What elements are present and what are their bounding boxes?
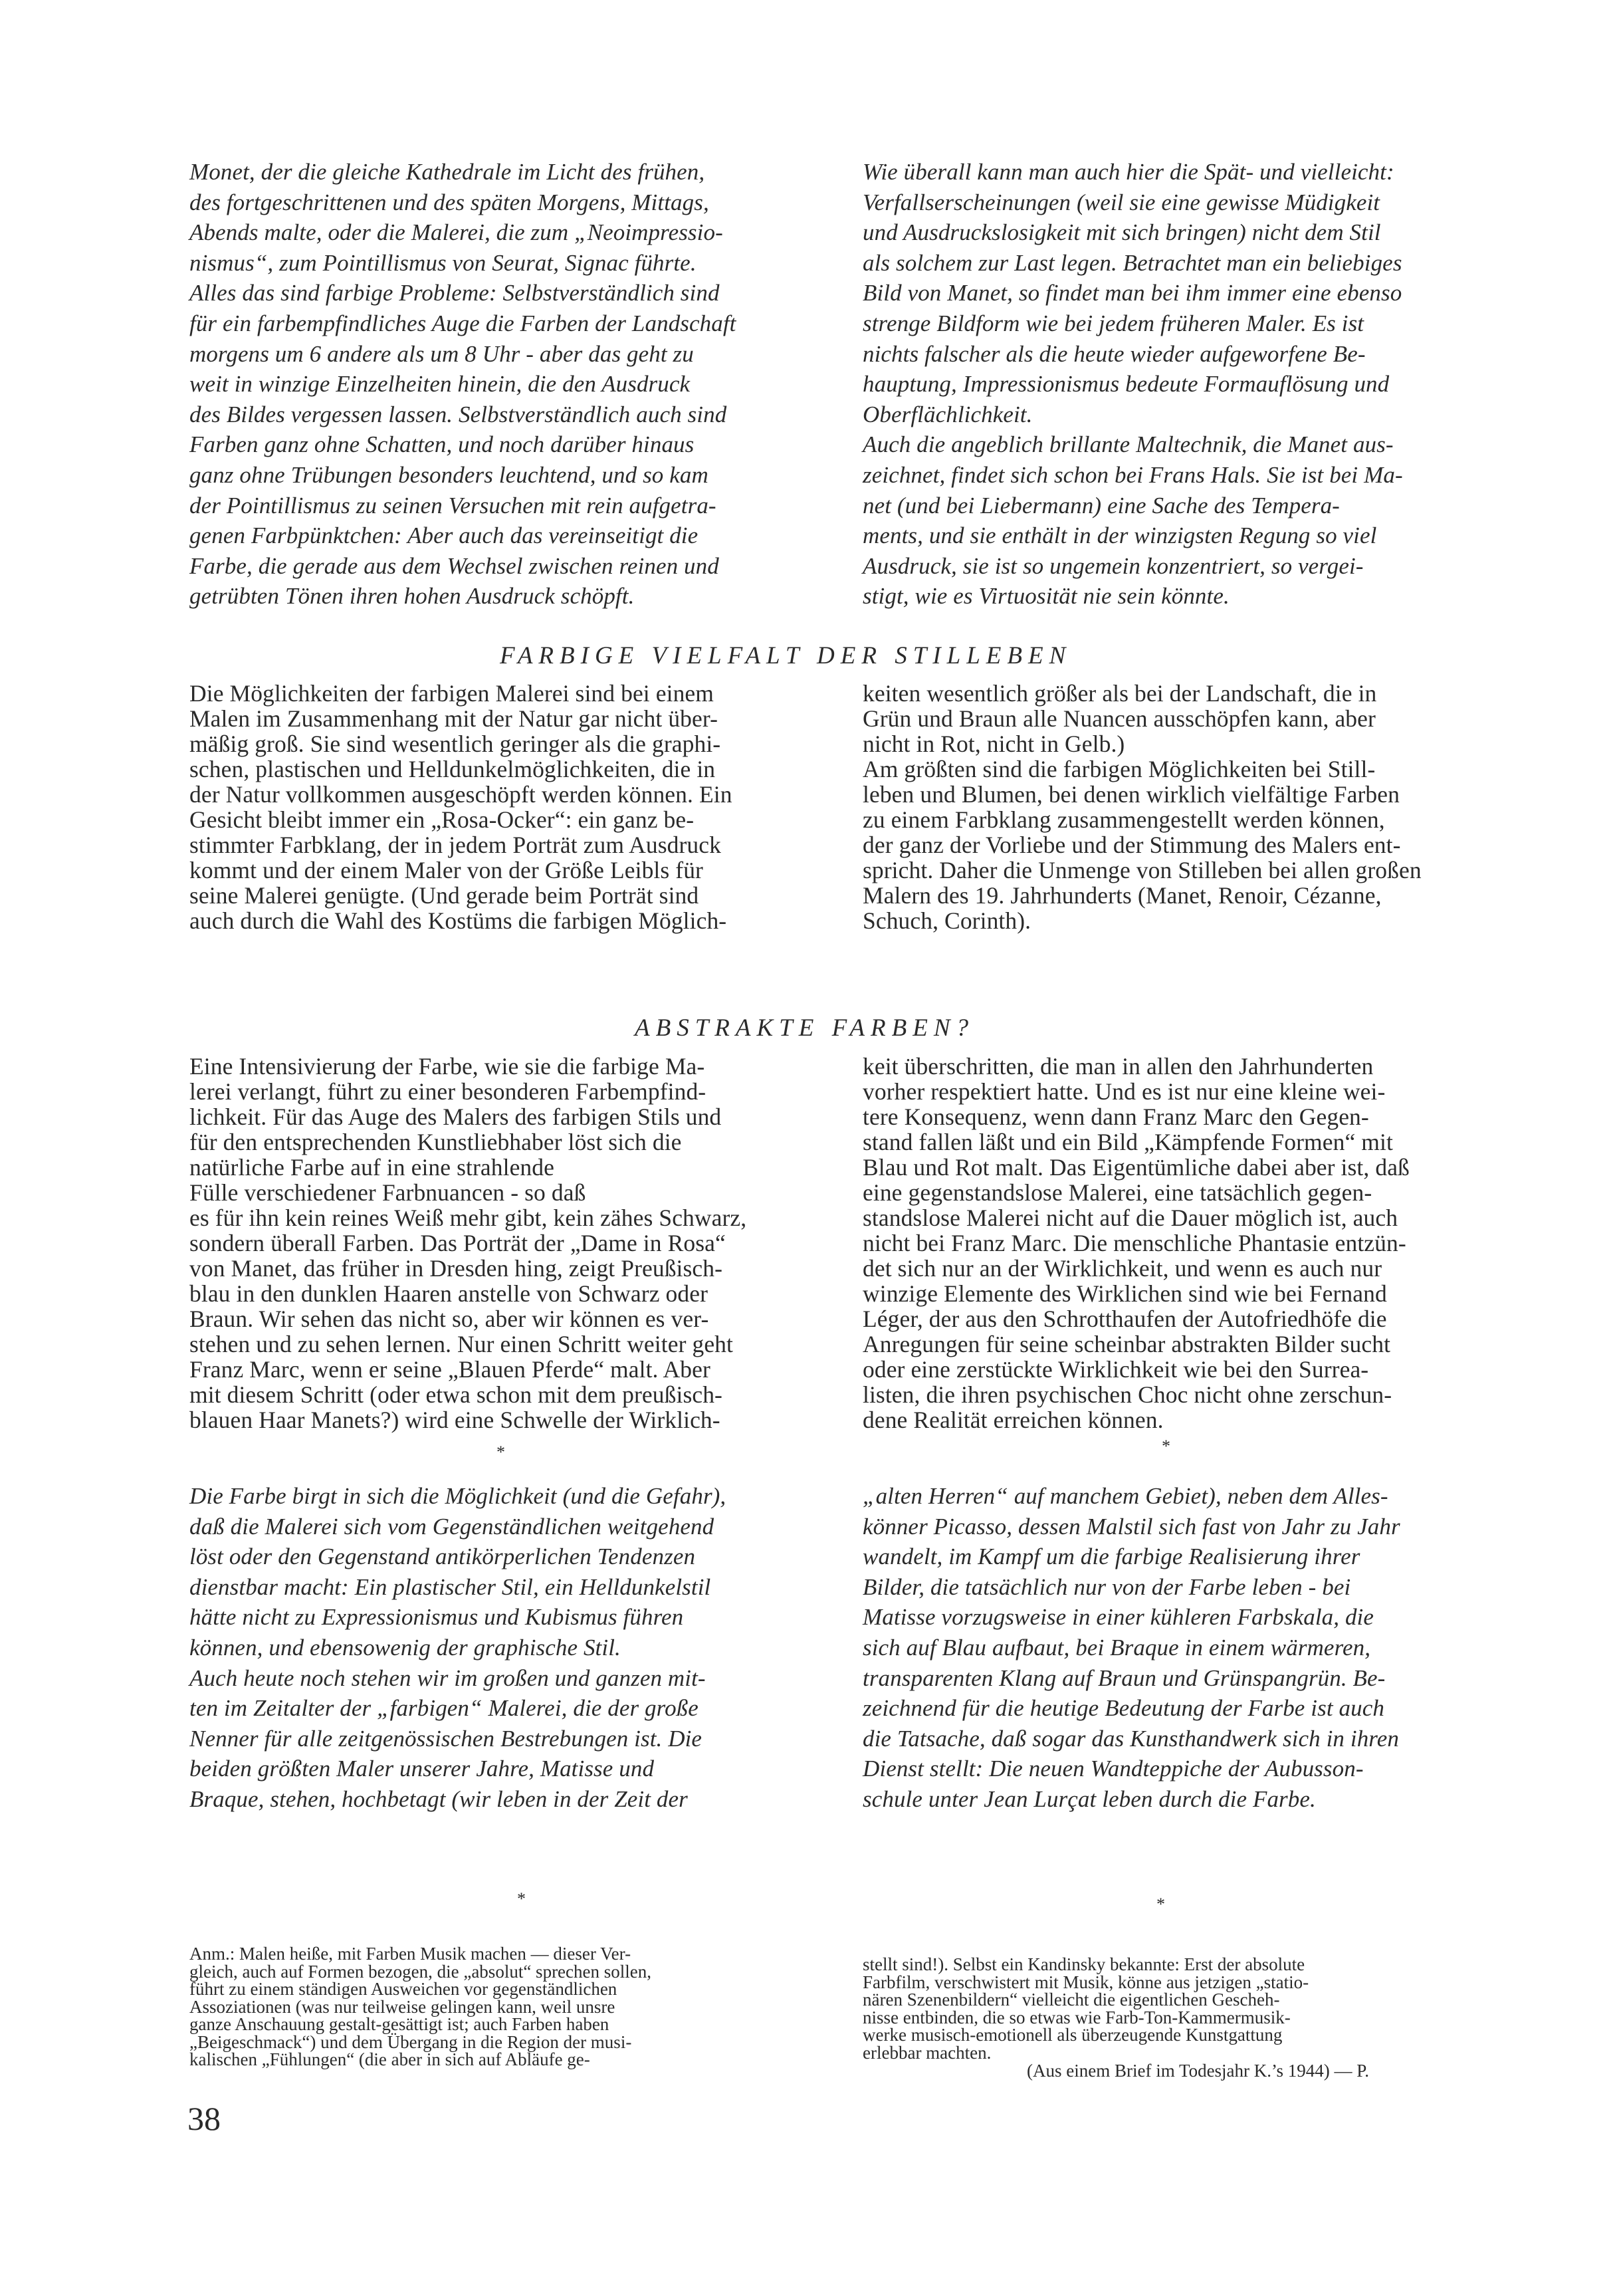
- footnote-attribution: (Aus einem Brief im Todesjahr K.’s 1944) — P.: [1027, 2061, 1370, 2081]
- section-heading-abstrakte-farben: ABSTRAKTE FARBEN?: [635, 1014, 975, 1042]
- closing-left-column: Die Farbe birgt in sich die Möglichkeit (und die Gefahr), daß die Malerei sich vom Gegenständlichen weitgehend löst oder den Gegenstand antikörperlichen Tendenzen dienstbar macht: Ein plastischer Stil, ein Helldunkelstil hätte nicht zu Expressionismus und Kubismus führen können, und ebensowenig der graphische Stil. Auch heute noch stehen wir im großen und ganzen mit- ten im Zeitalter der „farbigen“ Malerei, die der große Nenner für alle zeitgenössischen Bestrebungen ist. Die beiden größten Maler unserer Jahre, Matisse und Braque, stehen, hochbetagt (wir leben in der Zeit der: [189, 1483, 726, 1812]
- abstrakte-farben-right-column: keit überschritten, die man in allen den Jahrhunderten vorher respektiert hatte. Und es ist nur eine kleine wei- tere Konsequenz, wenn dann Franz Marc den Gegen- stand fallen läßt und ein Bild „Kämpfende Formen“ mit Blau und Rot malt. Das Eigentümliche dabei aber ist, daß eine gegenstandslose Malerei, eine tatsächlich gegen- standslose Malerei nicht auf die Dauer möglich ist, auch nicht bei Franz Marc. Die menschliche Phantasie entzün- det sich nur an der Wirklichkeit, und wenn es auch nur winzige Elemente des Wirklichen sind wie bei Fernand Léger, der aus den Schrotthaufen der Autofriedhöfe die Anregungen für seine scheinbar abstrakten Bilder sucht oder eine zerstückte Wirklichkeit wie bei den Surrea- listen, die ihren psychischen Choc nicht ohne zerschun- dene Realität erreichen können.: [863, 1053, 1410, 1433]
- footnote-left-column: Anm.: Malen heiße, mit Farben Musik machen — dieser Ver- gleich, auch auf Formen bezogen, die „absolut“ sprechen sollen, führt zu einem ständigen Ausweichen vor gegenständlichen Assoziationen (was nur teilweise gelingen kann, weil unsre ganze Anschauung gestalt-gesättigt ist; auch Farben haben „Beigeschmack“) und dem Übergang in die Region der musi- kalischen „Fühlungen“ (die aber in sich auf Abläufe ge-: [189, 1944, 651, 2069]
- separator-asterisk: *: [1156, 1894, 1165, 1914]
- separator-asterisk: *: [496, 1442, 505, 1462]
- intro-left-column: Monet, der die gleiche Kathedrale im Licht des frühen, des fortgeschrittenen und des späten Morgens, Mittags, Abends malte, oder die Malerei, die zum „Neoimpressio- nismus“, zum Pointillismus von Seurat, Signac führte. Alles das sind farbige Probleme: Selbstverständlich sind für ein farbempfindliches Auge die Farben der Landschaft morgens um 6 andere als um 8 Uhr - aber das geht zu weit in winzige Einzelheiten hinein, die den Ausdruck des Bildes vergessen lassen. Selbstverständlich auch sind Farben ganz ohne Schatten, und noch darüber hinaus ganz ohne Trübungen besonders leuchtend, und so kam der Pointillismus zu seinen Versuchen mit rein aufgetra- genen Farbpünktchen: Aber auch das vereinseitigt die Farbe, die gerade aus dem Wechsel zwischen reinen und getrübten Tönen ihren hohen Ausdruck schöpft.: [189, 159, 736, 610]
- intro-right-column: Wie überall kann man auch hier die Spät- und vielleicht: Verfallserscheinungen (weil sie eine gewisse Müdigkeit und Ausdruckslosigkeit mit sich bringen) nicht dem Stil als solchem zur Last legen. Betrachtet man ein beliebiges Bild von Manet, so findet man bei ihm immer eine ebenso strenge Bildform wie bei jedem früheren Maler. Es ist nichts falscher als die heute wieder aufgeworfene Be- hauptung, Impressionismus bedeute Formauflösung und Oberflächlichkeit. Auch die angeblich brillante Maltechnik, die Manet aus- zeichnet, findet sich schon bei Frans Hals. Sie ist bei Ma- net (und bei Liebermann) eine Sache des Tempera- ments, und sie enthält in der winzigsten Regung so viel Ausdruck, sie ist so ungemein konzentriert, so vergei- stigt, wie es Virtuosität nie sein könnte.: [863, 159, 1403, 610]
- section-heading-farbige-vielfalt: FARBIGE VIELFALT DER STILLEBEN: [500, 642, 1072, 669]
- abstrakte-farben-left-column: Eine Intensivierung der Farbe, wie sie die farbige Ma- lerei verlangt, führt zu einer besonderen Farbempfind- lichkeit. Für das Auge des Malers des farbigen Stils und für den entsprechenden Kunstliebhaber löst sich die natürliche Farbe auf in eine strahlende Fülle verschiedener Farbnuancen - so daß es für ihn kein reines Weiß mehr gibt, kein zähes Schwarz, sondern überall Farben. Das Porträt der „Dame in Rosa“ von Manet, das früher in Dresden hing, zeigt Preußisch- blau in den dunklen Haaren anstelle von Schwarz oder Braun. Wir sehen das nicht so, aber wir können es ver- stehen und zu sehen lernen. Nur einen Schritt weiter geht Franz Marc, wenn er seine „Blauen Pferde“ malt. Aber mit diesem Schritt (oder etwa schon mit dem preußisch- blauen Haar Manets?) wird eine Schwelle der Wirklich-: [189, 1053, 747, 1433]
- closing-right-column: „alten Herren“ auf manchem Gebiet), neben dem Alles- könner Picasso, dessen Malstil sich fast von Jahr zu Jahr wandelt, im Kampf um die farbige Realisierung ihrer Bilder, die tatsächlich nur von der Farbe leben - bei Matisse vorzugsweise in einer kühleren Farbskala, die sich auf Blau aufbaut, bei Braque in einem wärmeren, transparenten Klang auf Braun und Grünspangrün. Be- zeichnend für die heutige Bedeutung der Farbe ist auch die Tatsache, daß sogar das Kunsthandwerk sich in ihren Dienst stellt: Die neuen Wandteppiche der Aubusson- schule unter Jean Lurçat leben durch die Farbe.: [863, 1483, 1400, 1812]
- footnote-right-column: stellt sind!). Selbst ein Kandinsky bekannte: Erst der absolute Farbfilm, verschwistert mit Musik, könne aus jetzigen „statio- nären Szenenbildern“ vielleicht die eigentlichen Gescheh- nisse entbinden, die so etwas wie Farb-Ton-Kammermusik- werke musisch-emotionell als überzeugende Kunstgattung erlebbar machten.: [863, 1954, 1309, 2063]
- farbige-vielfalt-right-column: keiten wesentlich größer als bei der Landschaft, die in Grün und Braun alle Nuancen ausschöpfen kann, aber nicht in Rot, nicht in Gelb.) Am größten sind die farbigen Möglichkeiten bei Still- leben und Blumen, bei denen wirklich vielfältige Farben zu einem Farbklang zusammengestellt werden können, der ganz der Vorliebe und der Stimmung des Malers ent- spricht. Daher die Unmenge von Stilleben bei allen großen Malern des 19. Jahrhunderts (Manet, Renoir, Cézanne, Schuch, Corinth).: [863, 680, 1422, 934]
- page-number: 38: [187, 2100, 221, 2137]
- farbige-vielfalt-left-column: Die Möglichkeiten der farbigen Malerei sind bei einem Malen im Zusammenhang mit der Natur gar nicht über- mäßig groß. Sie sind wesentlich geringer als die graphi- schen, plastischen und Helldunkelmöglichkeiten, die in der Natur vollkommen ausgeschöpft werden können. Ein Gesicht bleibt immer ein „Rosa-Ocker“: ein ganz be- stimmter Farbklang, der in jedem Porträt zum Ausdruck kommt und der einem Maler von der Größe Leibls für seine Malerei genügte. (Und gerade beim Porträt sind auch durch die Wahl des Kostüms die farbigen Möglich-: [189, 680, 732, 934]
- separator-asterisk: *: [517, 1889, 526, 1908]
- separator-asterisk: *: [1162, 1436, 1170, 1456]
